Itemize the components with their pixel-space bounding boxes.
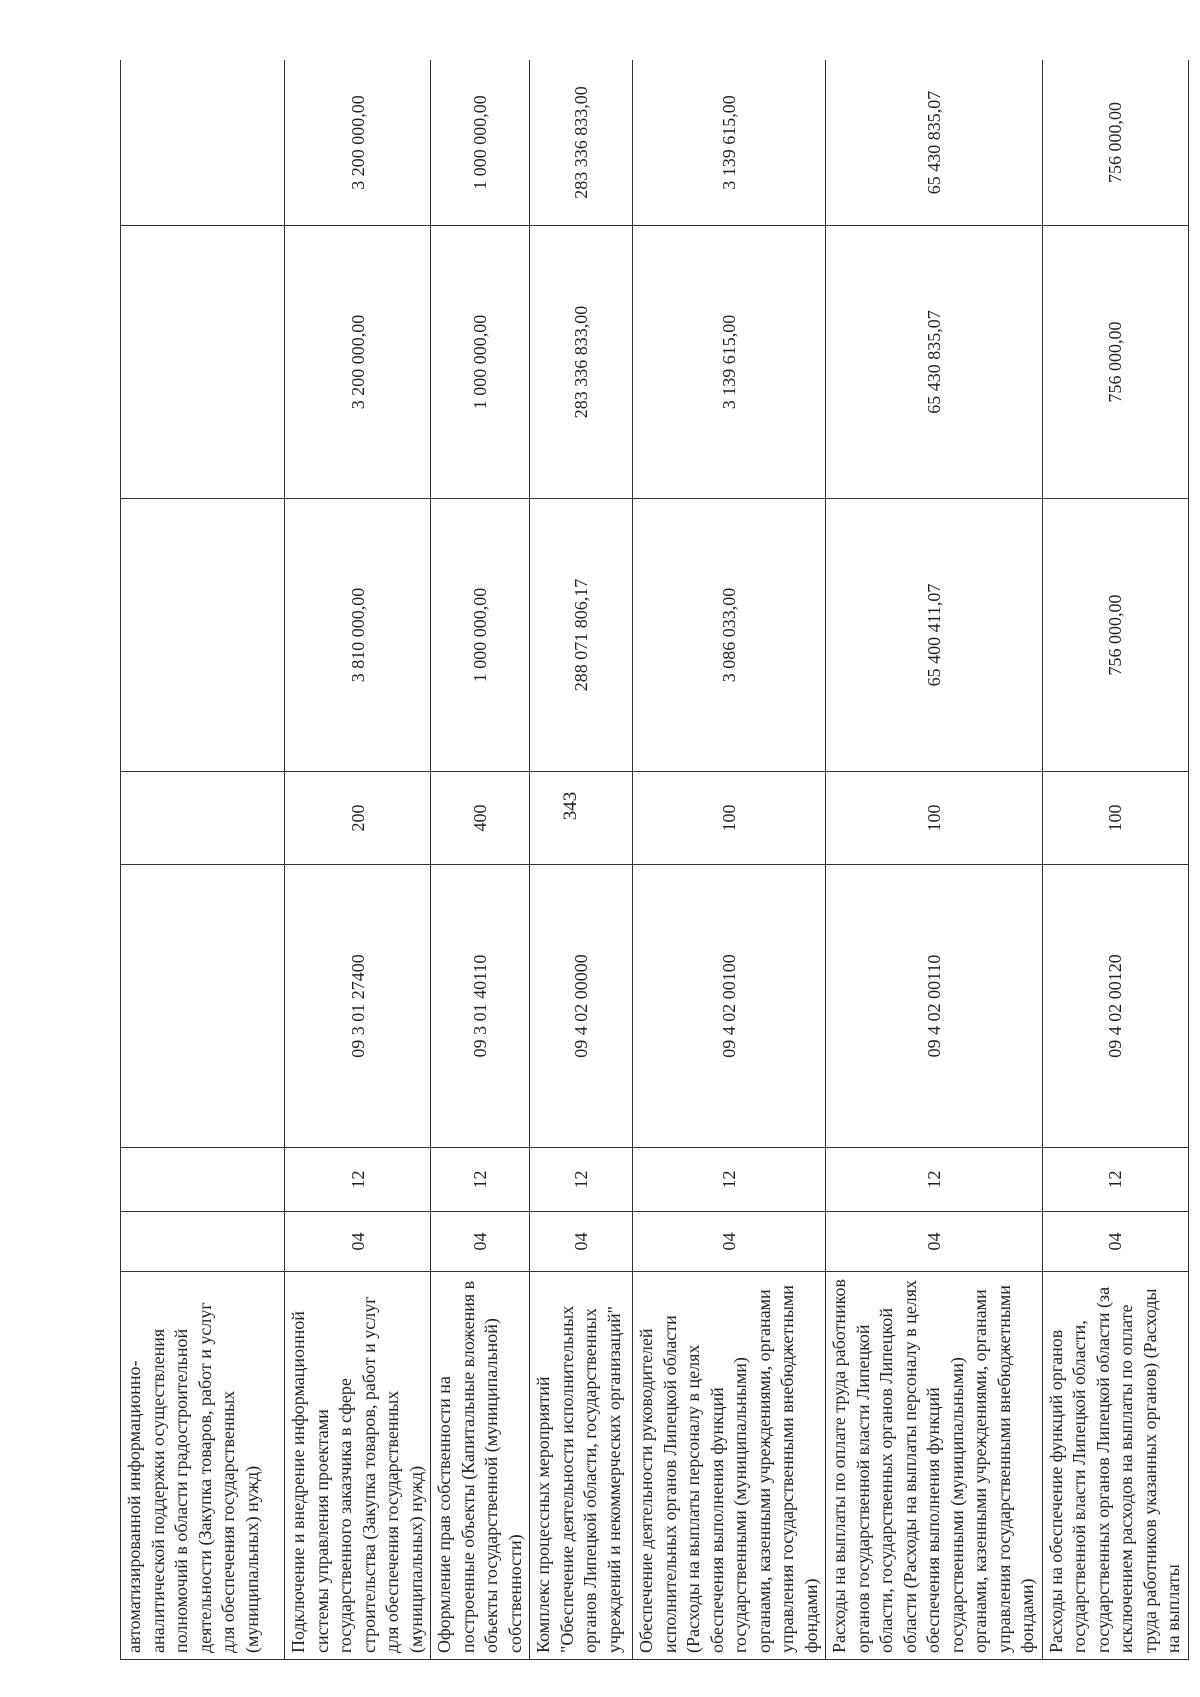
sum-year-1: 3 810 000,00 xyxy=(285,499,431,772)
subsection-code: 12 xyxy=(431,1148,530,1212)
sum-year-1 xyxy=(121,499,285,772)
target-article-code: 09 4 02 00120 xyxy=(1042,865,1188,1148)
target-article-code xyxy=(121,865,285,1148)
budget-table xyxy=(120,60,1189,1660)
table-row xyxy=(431,60,530,1660)
table-row xyxy=(121,60,285,1660)
table-row xyxy=(530,60,633,1660)
sum-year-1: 65 400 411,07 xyxy=(826,499,1043,772)
row-description: Комплекс процессных мероприятий "Обеспечение деятельности исполнительных органов Липецкой области, государственных учреждений и некоммерческих организаций" xyxy=(530,1272,633,1660)
expense-type-code: 100 xyxy=(826,772,1043,865)
expense-type-code xyxy=(121,772,285,865)
sum-year-3: 65 430 835,07 xyxy=(826,60,1043,226)
page-number: 343 xyxy=(560,791,581,821)
sum-year-2: 756 000,00 xyxy=(1042,226,1188,499)
section-code: 04 xyxy=(285,1212,431,1272)
section-code: 04 xyxy=(633,1212,826,1272)
sum-year-3: 756 000,00 xyxy=(1042,60,1188,226)
sum-year-3: 1 000 000,00 xyxy=(431,60,530,226)
expense-type-code: 100 xyxy=(1042,772,1188,865)
sum-year-3 xyxy=(121,60,285,226)
sum-year-1: 1 000 000,00 xyxy=(431,499,530,772)
rotated-table-container xyxy=(120,60,1190,1660)
row-description: Расходы на выплаты по оплате труда работников органов государственной власти Липецкой области, государственных органов Липецкой области (Расходы на выплаты персоналу в целях обеспечения выполнения функций государственными (муниципальными) органами, казенными учреждениями, органами управления государственными внебюджетными фондами) xyxy=(826,1272,1043,1660)
sum-year-1: 288 071 806,17 xyxy=(530,499,633,772)
sum-year-3: 283 336 833,00 xyxy=(530,60,633,226)
section-code: 04 xyxy=(826,1212,1043,1272)
table-viewport xyxy=(120,60,1190,1660)
target-article-code: 09 4 02 00000 xyxy=(530,865,633,1148)
table-row xyxy=(826,60,1043,1660)
sum-year-2: 3 200 000,00 xyxy=(285,226,431,499)
section-code: 04 xyxy=(530,1212,633,1272)
target-article-code: 09 3 01 40110 xyxy=(431,865,530,1148)
row-description: Обеспечение деятельности руководителей исполнительных органов Липецкой области (Расходы на выплаты персоналу в целях обеспечения выполнения функций государственными (муниципальными) органами, казенными учреждениями, органами управления государственными внебюджетными фондами) xyxy=(633,1272,826,1660)
section-code: 04 xyxy=(431,1212,530,1272)
row-description: Оформление прав собственности на построенные объекты (Капитальные вложения в объекты государственной (муниципальной) собственности) xyxy=(431,1272,530,1660)
target-article-code: 09 4 02 00100 xyxy=(633,865,826,1148)
subsection-code: 12 xyxy=(1042,1148,1188,1212)
sum-year-2 xyxy=(121,226,285,499)
sum-year-1: 756 000,00 xyxy=(1042,499,1188,772)
target-article-code: 09 3 01 27400 xyxy=(285,865,431,1148)
subsection-code xyxy=(121,1148,285,1212)
row-description: автоматизированной информационно-аналитической поддержки осуществления полномочий в области градостроительной деятельности (Закупка товаров, работ и услуг для обеспечения государственных (муниципальных) нужд) xyxy=(121,1272,285,1660)
expense-type-code xyxy=(530,772,633,865)
subsection-code: 12 xyxy=(633,1148,826,1212)
sum-year-2: 3 139 615,00 xyxy=(633,226,826,499)
sum-year-1: 3 086 033,00 xyxy=(633,499,826,772)
target-article-code: 09 4 02 00110 xyxy=(826,865,1043,1148)
table-row xyxy=(285,60,431,1660)
subsection-code: 12 xyxy=(285,1148,431,1212)
subsection-code: 12 xyxy=(826,1148,1043,1212)
section-code xyxy=(121,1212,285,1272)
sum-year-2: 283 336 833,00 xyxy=(530,226,633,499)
row-description: Расходы на обеспечение функций органов государственной власти Липецкой области, государственных органов Липецкой области (за исключением расходов на выплаты по оплате труда работников указанных органов) (Расходы на выплаты xyxy=(1042,1272,1188,1660)
sum-year-3: 3 200 000,00 xyxy=(285,60,431,226)
row-description: Подключение и внедрение информационной системы управления проектами государственного заказчика в сфере строительства (Закупка товаров, работ и услуг для обеспечения государственных (муниципальных) нужд) xyxy=(285,1272,431,1660)
table-row xyxy=(1042,60,1188,1660)
expense-type-code: 400 xyxy=(431,772,530,865)
table-row xyxy=(633,60,826,1660)
subsection-code: 12 xyxy=(530,1148,633,1212)
sum-year-2: 65 430 835,07 xyxy=(826,226,1043,499)
sum-year-3: 3 139 615,00 xyxy=(633,60,826,226)
expense-type-code: 200 xyxy=(285,772,431,865)
sum-year-2: 1 000 000,00 xyxy=(431,226,530,499)
section-code: 04 xyxy=(1042,1212,1188,1272)
expense-type-code: 100 xyxy=(633,772,826,865)
